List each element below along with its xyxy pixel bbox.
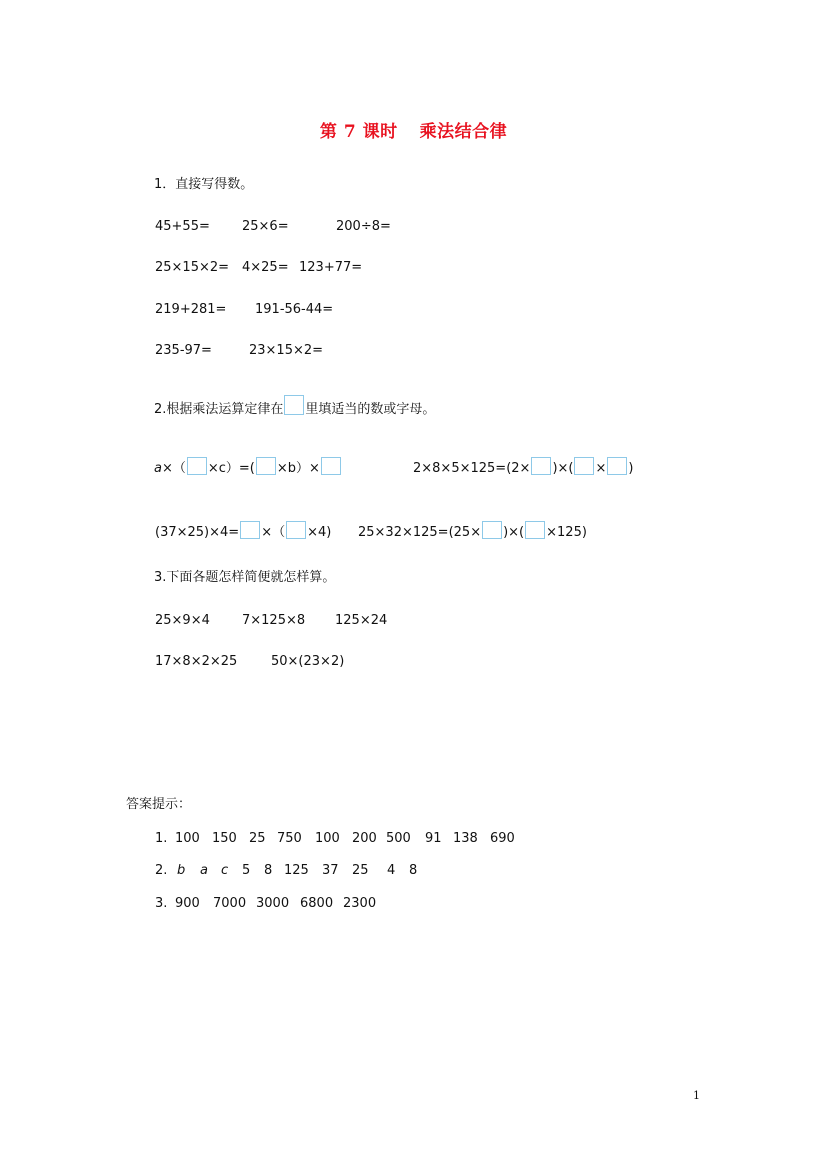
q1-item: 25×6= <box>242 219 289 234</box>
q3-item: 7×125×8 <box>242 613 306 628</box>
q2-text: × <box>595 461 607 476</box>
answer-box[interactable] <box>607 457 627 475</box>
answer-number: 3. <box>155 896 168 911</box>
answer-box[interactable] <box>256 457 276 475</box>
answer-value: 6800 <box>300 896 334 911</box>
answer-value: 138 <box>453 831 478 846</box>
q1-item: 123+77= <box>299 260 363 275</box>
answer-value: 100 <box>175 831 200 846</box>
q1-item: 45+55= <box>155 219 210 234</box>
answer-box[interactable] <box>286 521 306 539</box>
q2-text: )×( <box>552 461 574 476</box>
answer-value: 150 <box>212 831 237 846</box>
answer-number: 1. <box>155 831 168 846</box>
q2-text: 2×8×5×125=(2× <box>413 461 531 476</box>
q1-item: 200÷8= <box>336 219 391 234</box>
q1-item: 23×15×2= <box>249 343 324 358</box>
answer-value: 3000 <box>256 896 290 911</box>
q2-heading <box>154 395 435 419</box>
answer-value: 25 <box>352 863 369 878</box>
answer-box[interactable] <box>574 457 594 475</box>
answer-box[interactable] <box>240 521 260 539</box>
q1-item: 219+281= <box>155 302 227 317</box>
answer-value: 37 <box>322 863 339 878</box>
answer-number: 2. <box>155 863 168 878</box>
answer-box[interactable] <box>525 521 545 539</box>
var-a: a <box>154 461 162 476</box>
answer-value: 25 <box>249 831 266 846</box>
answer-value: c <box>221 863 229 878</box>
q2-row1-left <box>154 457 342 478</box>
q3-item: 25×9×4 <box>155 613 210 628</box>
q2-heading-before: 2.根据乘法运算定律在 <box>154 402 284 417</box>
q3-heading: 3.下面各题怎样简便就怎样算。 <box>154 570 336 585</box>
q1-item: 235-97= <box>155 343 212 358</box>
q2-text: (37×25)×4= <box>155 525 240 540</box>
answer-box[interactable] <box>187 457 207 475</box>
q2-text: ) <box>628 461 634 476</box>
answer-value: 91 <box>425 831 442 846</box>
q2-text: ×（ <box>161 461 186 476</box>
q2-row2-right <box>358 521 587 542</box>
page-title <box>0 117 827 142</box>
q3-item: 125×24 <box>335 613 388 628</box>
lesson-number: 第 7 课时 <box>319 122 398 142</box>
answer-value: 500 <box>386 831 411 846</box>
answer-box-sample <box>284 395 304 415</box>
answer-value: 750 <box>277 831 302 846</box>
q1-item: 25×15×2= <box>155 260 230 275</box>
q2-text: ×125) <box>546 525 587 540</box>
q1-item: 4×25= <box>242 260 289 275</box>
answer-value: 900 <box>175 896 200 911</box>
answer-value: 7000 <box>213 896 247 911</box>
answer-value: 125 <box>284 863 309 878</box>
q2-row2-left <box>155 521 331 542</box>
q2-text: ×4) <box>307 525 332 540</box>
answer-value: a <box>200 863 208 878</box>
answer-value: 2300 <box>343 896 377 911</box>
answer-box[interactable] <box>321 457 341 475</box>
q2-row1-right <box>413 457 633 478</box>
answer-value: 5 <box>242 863 251 878</box>
answer-value: 4 <box>387 863 396 878</box>
q2-heading-after: 里填适当的数或字母。 <box>305 402 436 417</box>
q1-heading: 1．直接写得数。 <box>154 177 254 192</box>
q3-item: 50×(23×2) <box>271 654 345 669</box>
lesson-topic: 乘法结合律 <box>419 122 508 142</box>
q1-item: 191-56-44= <box>255 302 334 317</box>
answer-value: 100 <box>315 831 340 846</box>
q2-text: ×（ <box>261 525 286 540</box>
q3-item: 17×8×2×25 <box>155 654 238 669</box>
answers-heading: 答案提示： <box>126 797 192 812</box>
answer-value: 690 <box>490 831 515 846</box>
answer-value: b <box>177 863 186 878</box>
q2-text: ×c）=( <box>207 461 255 476</box>
q2-text: ×b）× <box>276 461 320 476</box>
q2-text: 25×32×125=(25× <box>358 525 482 540</box>
answer-value: 8 <box>264 863 273 878</box>
q2-text: )×( <box>503 525 525 540</box>
answer-box[interactable] <box>531 457 551 475</box>
answer-value: 8 <box>409 863 418 878</box>
answer-box[interactable] <box>482 521 502 539</box>
page-number: 1 <box>693 1089 700 1102</box>
answer-value: 200 <box>352 831 377 846</box>
